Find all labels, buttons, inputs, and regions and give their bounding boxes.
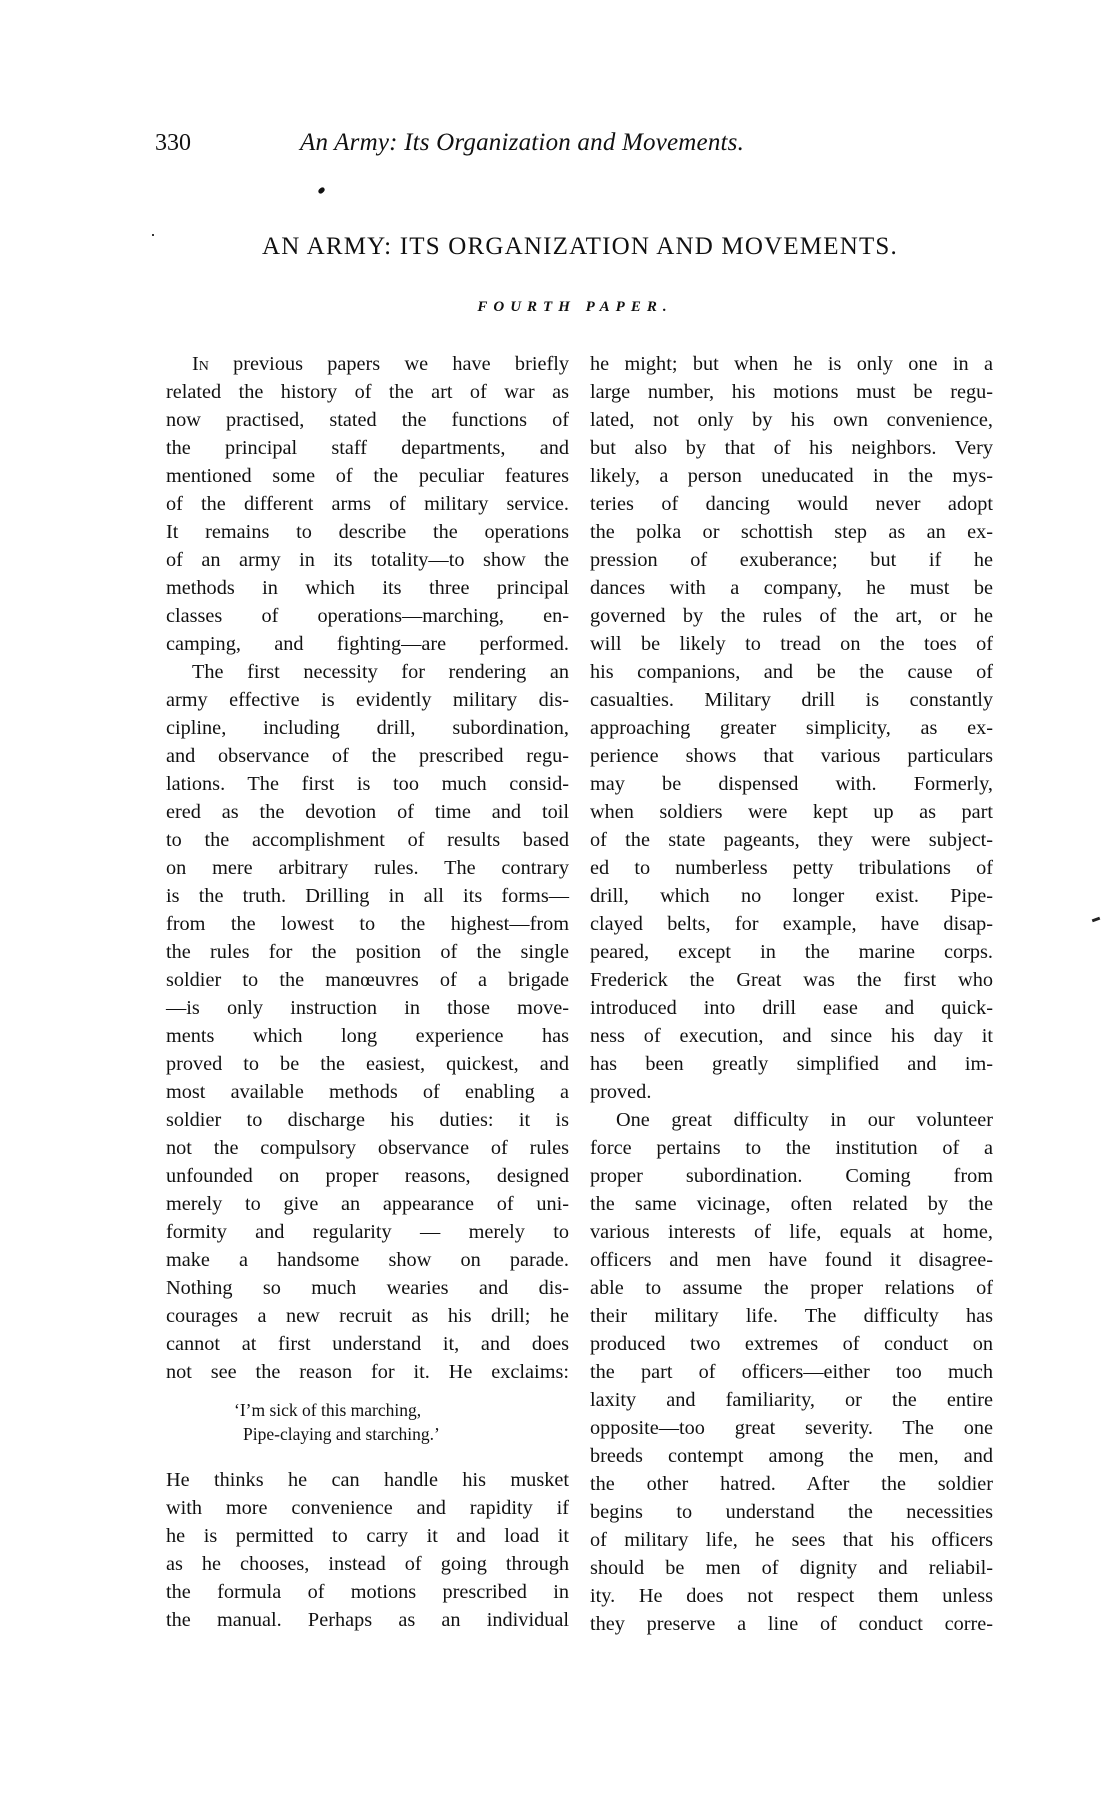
- text-line: Frederick the Great was the first who: [590, 969, 993, 991]
- text-line: related the history of the art of war as: [166, 381, 569, 403]
- text-line: most available methods of enabling a: [166, 1081, 569, 1103]
- running-title: An Army: Its Organization and Movements.: [300, 129, 745, 156]
- text-line: He thinks he can handle his musket: [166, 1469, 569, 1491]
- text-line: and observance of the prescribed regu-: [166, 745, 569, 767]
- text-line: of the state pageants, they were subject-: [590, 829, 993, 851]
- text-line: likely, a person uneducated in the mys-: [590, 465, 993, 487]
- text-line: proved to be the easiest, quickest, and: [166, 1053, 569, 1075]
- text-line: ity. He does not respect them unless: [590, 1585, 993, 1607]
- text-line: It remains to describe the operations: [166, 521, 569, 543]
- text-line: merely to give an appearance of uni-: [166, 1193, 569, 1215]
- text-line: but also by that of his neighbors. Very: [590, 437, 993, 459]
- text-line: mentioned some of the peculiar features: [166, 465, 569, 487]
- text-line: of an army in its totality—to show the: [166, 549, 569, 571]
- text-line: cipline, including drill, subordination,: [166, 717, 569, 739]
- text-line: able to assume the proper relations of: [590, 1277, 993, 1299]
- text-line: ered as the devotion of time and toil: [166, 801, 569, 823]
- text-line: camping, and fighting—are performed.: [166, 633, 569, 655]
- text-line: the polka or schottish step as an ex-: [590, 521, 993, 543]
- article-title: AN ARMY: ITS ORGANIZATION AND MOVEMENTS.: [262, 233, 898, 260]
- text-line: to the accomplishment of results based: [166, 829, 569, 851]
- text-line: The first necessity for rendering an: [192, 661, 569, 683]
- verse-line: Pipe-claying and starching.’: [243, 1424, 440, 1444]
- text-line: the other hatred. After the soldier: [590, 1473, 993, 1495]
- verse-quote: [166, 1398, 569, 1446]
- text-line: of the different arms of military service.: [166, 493, 569, 515]
- text-line: breeds contempt among the men, and: [590, 1445, 993, 1467]
- text-line: he is permitted to carry it and load it: [166, 1525, 569, 1547]
- text-line: laxity and familiarity, or the entire: [590, 1389, 993, 1411]
- text-line: of military life, he sees that his officers: [590, 1529, 993, 1551]
- text-line: their military life. The difficulty has: [590, 1305, 993, 1327]
- text-line: casualties. Military drill is constantly: [590, 689, 993, 711]
- text-line: large number, his motions must be regu-: [590, 381, 993, 403]
- text-line: classes of operations—marching, en-: [166, 605, 569, 627]
- text-line: when soldiers were kept up as part: [590, 801, 993, 823]
- text-line: will be likely to tread on the toes of: [590, 633, 993, 655]
- text-line: ed to numberless petty tribulations of: [590, 857, 993, 879]
- text-line: begins to understand the necessities: [590, 1501, 993, 1523]
- text-line: cannot at first understand it, and does: [166, 1333, 569, 1355]
- text-line: not see the reason for it. He exclaims:: [166, 1361, 569, 1383]
- text-line: unfounded on proper reasons, designed: [166, 1165, 569, 1187]
- text-line: produced two extremes of conduct on: [590, 1333, 993, 1355]
- text-line: the same vicinage, often related by the: [590, 1193, 993, 1215]
- ink-speck-mark: [317, 186, 326, 194]
- text-line: drill, which no longer exist. Pipe-: [590, 885, 993, 907]
- text-line: soldier to the manœuvres of a brigade: [166, 969, 569, 991]
- text-line: with more convenience and rapidity if: [166, 1497, 569, 1519]
- text-line: the part of officers—either too much: [590, 1361, 993, 1383]
- text-line: soldier to discharge his duties: it is: [166, 1109, 569, 1131]
- ink-speck-mark: [1092, 917, 1101, 923]
- text-line: officers and men have found it disagree-: [590, 1249, 993, 1271]
- text-line: on mere arbitrary rules. The contrary: [166, 857, 569, 879]
- text-line: perience shows that various particulars: [590, 745, 993, 767]
- text-line: formity and regularity — merely to: [166, 1221, 569, 1243]
- verse-line: ‘I’m sick of this marching,: [234, 1400, 422, 1420]
- text-line: opposite—too great severity. The one: [590, 1417, 993, 1439]
- text-line: they preserve a line of conduct corre-: [590, 1613, 993, 1635]
- text-line: In previous papers we have briefly: [192, 353, 569, 375]
- text-line: teries of dancing would never adopt: [590, 493, 993, 515]
- text-line: the rules for the position of the single: [166, 941, 569, 963]
- running-head: [155, 128, 1015, 158]
- text-line: not the compulsory observance of rules: [166, 1137, 569, 1159]
- text-line: pression of exuberance; but if he: [590, 549, 993, 571]
- text-line: One great difficulty in our volunteer: [616, 1109, 993, 1131]
- text-line: various interests of life, equals at home,: [590, 1221, 993, 1243]
- text-line: Nothing so much wearies and dis-: [166, 1277, 569, 1299]
- text-line: is the truth. Drilling in all its forms—: [166, 885, 569, 907]
- text-line: clayed belts, for example, have disap-: [590, 913, 993, 935]
- text-line: peared, except in the marine corps.: [590, 941, 993, 963]
- text-line: army effective is evidently military dis-: [166, 689, 569, 711]
- text-line: approaching greater simplicity, as ex-: [590, 717, 993, 739]
- drop-cap-word: In: [192, 353, 209, 375]
- text-line: lations. The first is too much consid-: [166, 773, 569, 795]
- text-line: —is only instruction in those move-: [166, 997, 569, 1019]
- text-line: has been greatly simplified and im-: [590, 1053, 993, 1075]
- text-line: may be dispensed with. Formerly,: [590, 773, 993, 795]
- text-line: proper subordination. Coming from: [590, 1165, 993, 1187]
- text-line: ness of execution, and since his day it: [590, 1025, 993, 1047]
- right-column: [590, 350, 993, 1638]
- text-line: the manual. Perhaps as an individual: [166, 1609, 569, 1631]
- text-line: as he chooses, instead of going through: [166, 1553, 569, 1575]
- text-line: lated, not only by his own convenience,: [590, 409, 993, 431]
- text-line: methods in which its three principal: [166, 577, 569, 599]
- page-number: 330: [155, 130, 191, 156]
- article-subtitle: FOURTH PAPER.: [477, 299, 673, 315]
- text-line: introduced into drill ease and quick-: [590, 997, 993, 1019]
- text-line: from the lowest to the highest—from: [166, 913, 569, 935]
- text-line: the principal staff departments, and: [166, 437, 569, 459]
- text-line: make a handsome show on parade.: [166, 1249, 569, 1271]
- text-line: governed by the rules of the art, or he: [590, 605, 993, 627]
- text-line: force pertains to the institution of a: [590, 1137, 993, 1159]
- text-line: his companions, and be the cause of: [590, 661, 993, 683]
- text-line: now practised, stated the functions of: [166, 409, 569, 431]
- text-line: courages a new recruit as his drill; he: [166, 1305, 569, 1327]
- text-line: proved.: [590, 1081, 652, 1103]
- text-line: should be men of dignity and reliabil-: [590, 1557, 993, 1579]
- text-line: the formula of motions prescribed in: [166, 1581, 569, 1603]
- left-column: [166, 350, 569, 1634]
- text-line: he might; but when he is only one in a: [590, 353, 993, 375]
- text-line: dances with a company, he must be: [590, 577, 993, 599]
- text-line: ments which long experience has: [166, 1025, 569, 1047]
